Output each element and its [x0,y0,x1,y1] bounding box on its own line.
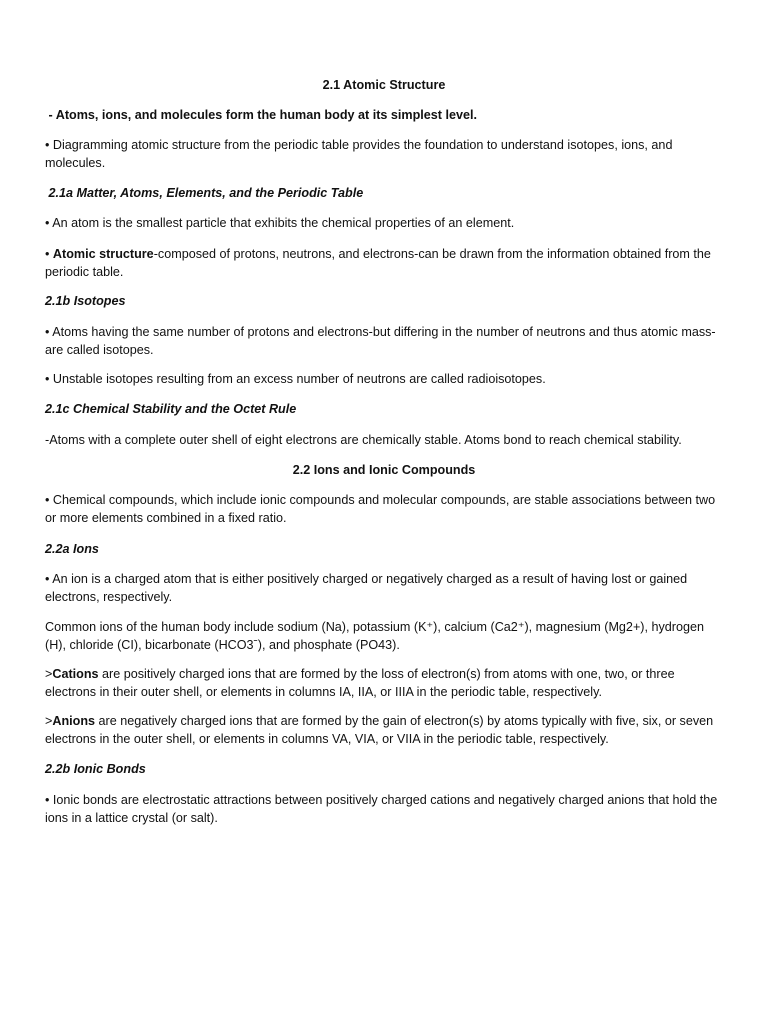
term-anions: Anions [52,714,96,728]
paragraph-anions [45,713,723,748]
paragraph-diagramming: • Diagramming atomic structure from the periodic table provides the foundation to understand isotopes, ions, and molecules. [45,138,673,170]
paragraph-radioisotopes: • Unstable isotopes resulting from an excess number of neutrons are called radioisotopes. [45,372,546,386]
paragraph-ionic-bonds: • Ionic bonds are electrostatic attractions between positively charged cations and negatively charged anions that hold the ions in a lattice crystal (or salt). [45,793,718,825]
bullet: • [45,247,53,261]
subheading-2-2b: 2.2b Ionic Bonds [45,762,146,776]
paragraph-isotopes: • Atoms having the same number of protons and electrons-but differing in the number of neutrons and thus atomic mass- are called isotopes. [45,325,716,357]
term-atomic-structure: Atomic structure [52,247,154,261]
prefix: > [45,714,53,728]
paragraph-text: -composed of protons, neutrons, and electrons-can be drawn from the information obtained from the periodic table. [45,247,711,279]
paragraph-text: are negatively charged ions that are formed by the gain of electron(s) by atoms typically with five, six, or seven electrons in the outer shell, or elements in columns VA, VIA, or VIIA in the periodic table, respectively. [45,714,714,746]
subheading-2-1a: 2.1a Matter, Atoms, Elements, and the Periodic Table [45,186,364,200]
prefix: > [45,667,53,681]
intro-statement: - Atoms, ions, and molecules form the human body at its simplest level. [45,108,478,122]
paragraph-text: are positively charged ions that are formed by the loss of electron(s) from atoms with one, two, or three electrons in their outer shell, or elements in columns IA, IIA, or IIIA in the periodic table, respectively. [45,667,675,699]
paragraph-cations [45,666,723,701]
subheading-2-2a: 2.2a Ions [45,542,99,556]
section-heading-2-2: 2.2 Ions and Ionic Compounds [292,463,476,477]
subheading-2-1b: 2.1b Isotopes [45,294,126,308]
subheading-2-1c: 2.1c Chemical Stability and the Octet Rule [45,402,297,416]
paragraph-atomic-structure [45,246,723,281]
paragraph-octet-rule: -Atoms with a complete outer shell of eight electrons are chemically stable. Atoms bond to reach chemical stability. [45,433,682,447]
section-heading-2-1: 2.1 Atomic Structure [322,78,446,92]
paragraph-ion-definition: • An ion is a charged atom that is either positively charged or negatively charged as a result of having lost or gained electrons, respectively. [45,572,688,604]
paragraph-chemical-compounds: • Chemical compounds, which include ionic compounds and molecular compounds, are stable associations between two or more elements combined in a fixed ratio. [45,493,716,525]
term-cations: Cations [52,667,99,681]
paragraph-atom-smallest: • An atom is the smallest particle that exhibits the chemical properties of an element. [45,216,515,230]
paragraph-common-ions: Common ions of the human body include sodium (Na), potassium (K⁺), calcium (Ca2⁺), magnesium (Mg2+), hydrogen (H), chloride (CI), bicarbonate (HCO3ˉ), and phosphate (PO43). [45,620,705,652]
